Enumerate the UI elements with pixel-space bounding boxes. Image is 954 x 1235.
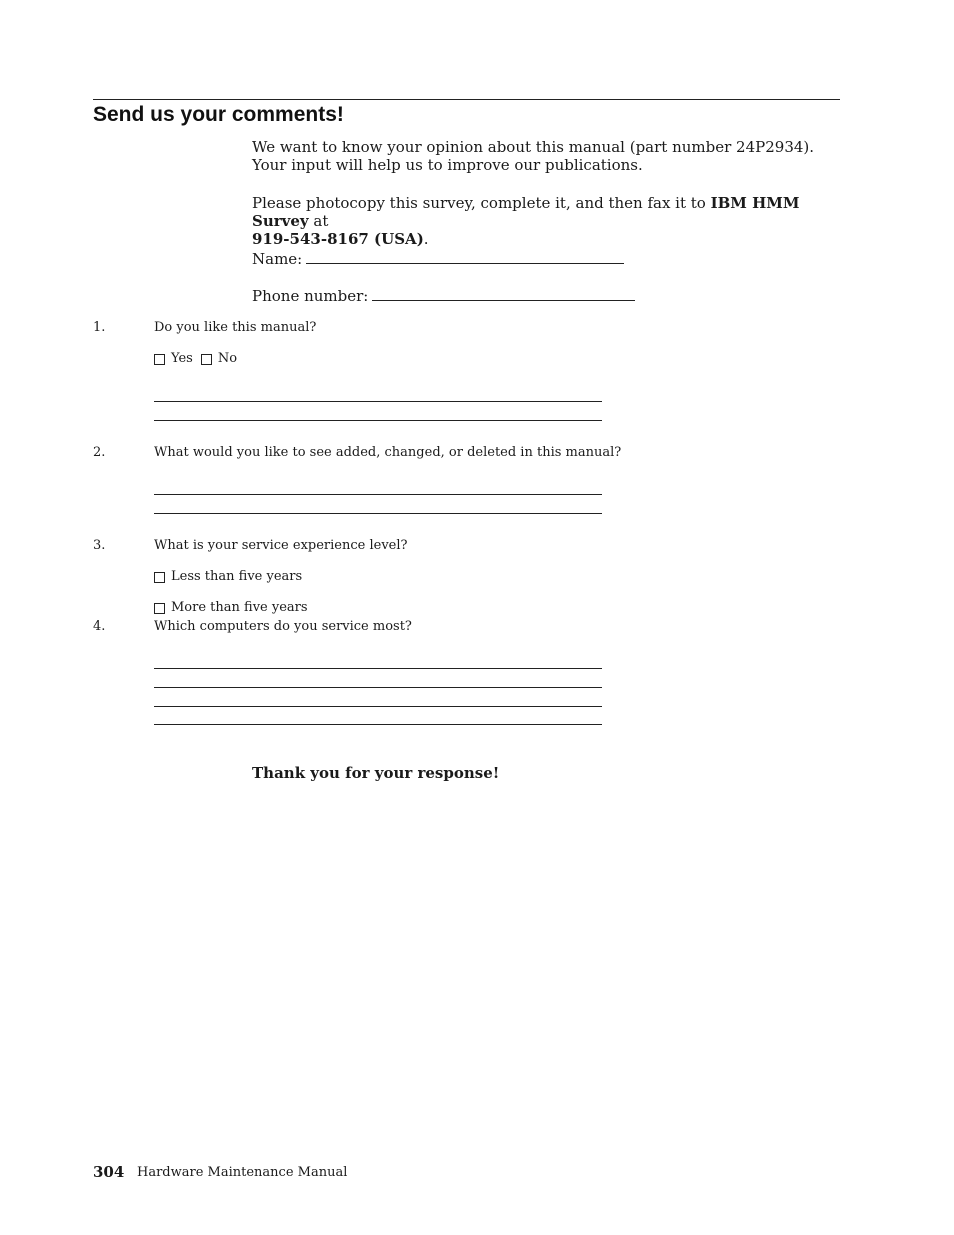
answer-line[interactable] xyxy=(154,687,602,688)
thank-you-note: Thank you for your response! xyxy=(252,764,500,782)
question-1-text: Do you like this manual? xyxy=(154,320,317,335)
yes-label: Yes xyxy=(171,351,193,366)
name-label: Name: xyxy=(252,250,303,268)
no-label: No xyxy=(217,351,238,366)
survey-name: IBM HMM Survey xyxy=(252,194,800,230)
name-field-row xyxy=(252,250,842,268)
name-field[interactable] xyxy=(306,251,624,264)
answer-line[interactable] xyxy=(154,668,602,669)
phone-label: Phone number: xyxy=(252,287,369,305)
top-rule xyxy=(93,99,840,100)
yes-checkbox[interactable] xyxy=(154,354,165,365)
fax-instructions-middle: at xyxy=(308,212,329,230)
less-than-five-option xyxy=(154,569,302,585)
question-4-text: Which computers do you service most? xyxy=(154,619,412,634)
footer-title: Hardware Maintenance Manual xyxy=(137,1165,348,1180)
answer-line[interactable] xyxy=(154,513,602,514)
question-3-number: 3. xyxy=(93,538,106,553)
page-number: 304 xyxy=(93,1163,125,1181)
phone-field[interactable] xyxy=(372,288,635,301)
intro-paragraph: We want to know your opinion about this manual (part number 24P2934). Your input will help us to improve our publications. xyxy=(252,138,815,174)
answer-line[interactable] xyxy=(154,401,602,402)
answer-line[interactable] xyxy=(154,494,602,495)
question-2-text: What would you like to see added, changed, or deleted in this manual? xyxy=(154,445,622,460)
answer-line[interactable] xyxy=(154,706,602,707)
answer-line[interactable] xyxy=(154,724,602,725)
more-than-five-option xyxy=(154,600,308,616)
fax-instructions-suffix: . xyxy=(423,230,429,248)
question-1-number: 1. xyxy=(93,320,106,335)
question-3-text: What is your service experience level? xyxy=(154,538,408,553)
phone-field-row xyxy=(252,287,842,305)
fax-instructions xyxy=(252,194,842,248)
question-4-number: 4. xyxy=(93,619,106,634)
fax-number: 919-543-8167 (USA) xyxy=(252,230,424,248)
fax-instructions-prefix: Please photocopy this survey, complete it, and then fax it to xyxy=(252,194,711,212)
page-title: Send us your comments! xyxy=(93,103,344,126)
more-than-five-label: More than five years xyxy=(171,600,308,615)
question-2-number: 2. xyxy=(93,445,106,460)
less-than-five-label: Less than five years xyxy=(171,569,303,584)
question-1-options xyxy=(154,351,237,367)
more-than-five-checkbox[interactable] xyxy=(154,603,165,614)
less-than-five-checkbox[interactable] xyxy=(154,572,165,583)
no-checkbox[interactable] xyxy=(201,354,212,365)
answer-line[interactable] xyxy=(154,420,602,421)
